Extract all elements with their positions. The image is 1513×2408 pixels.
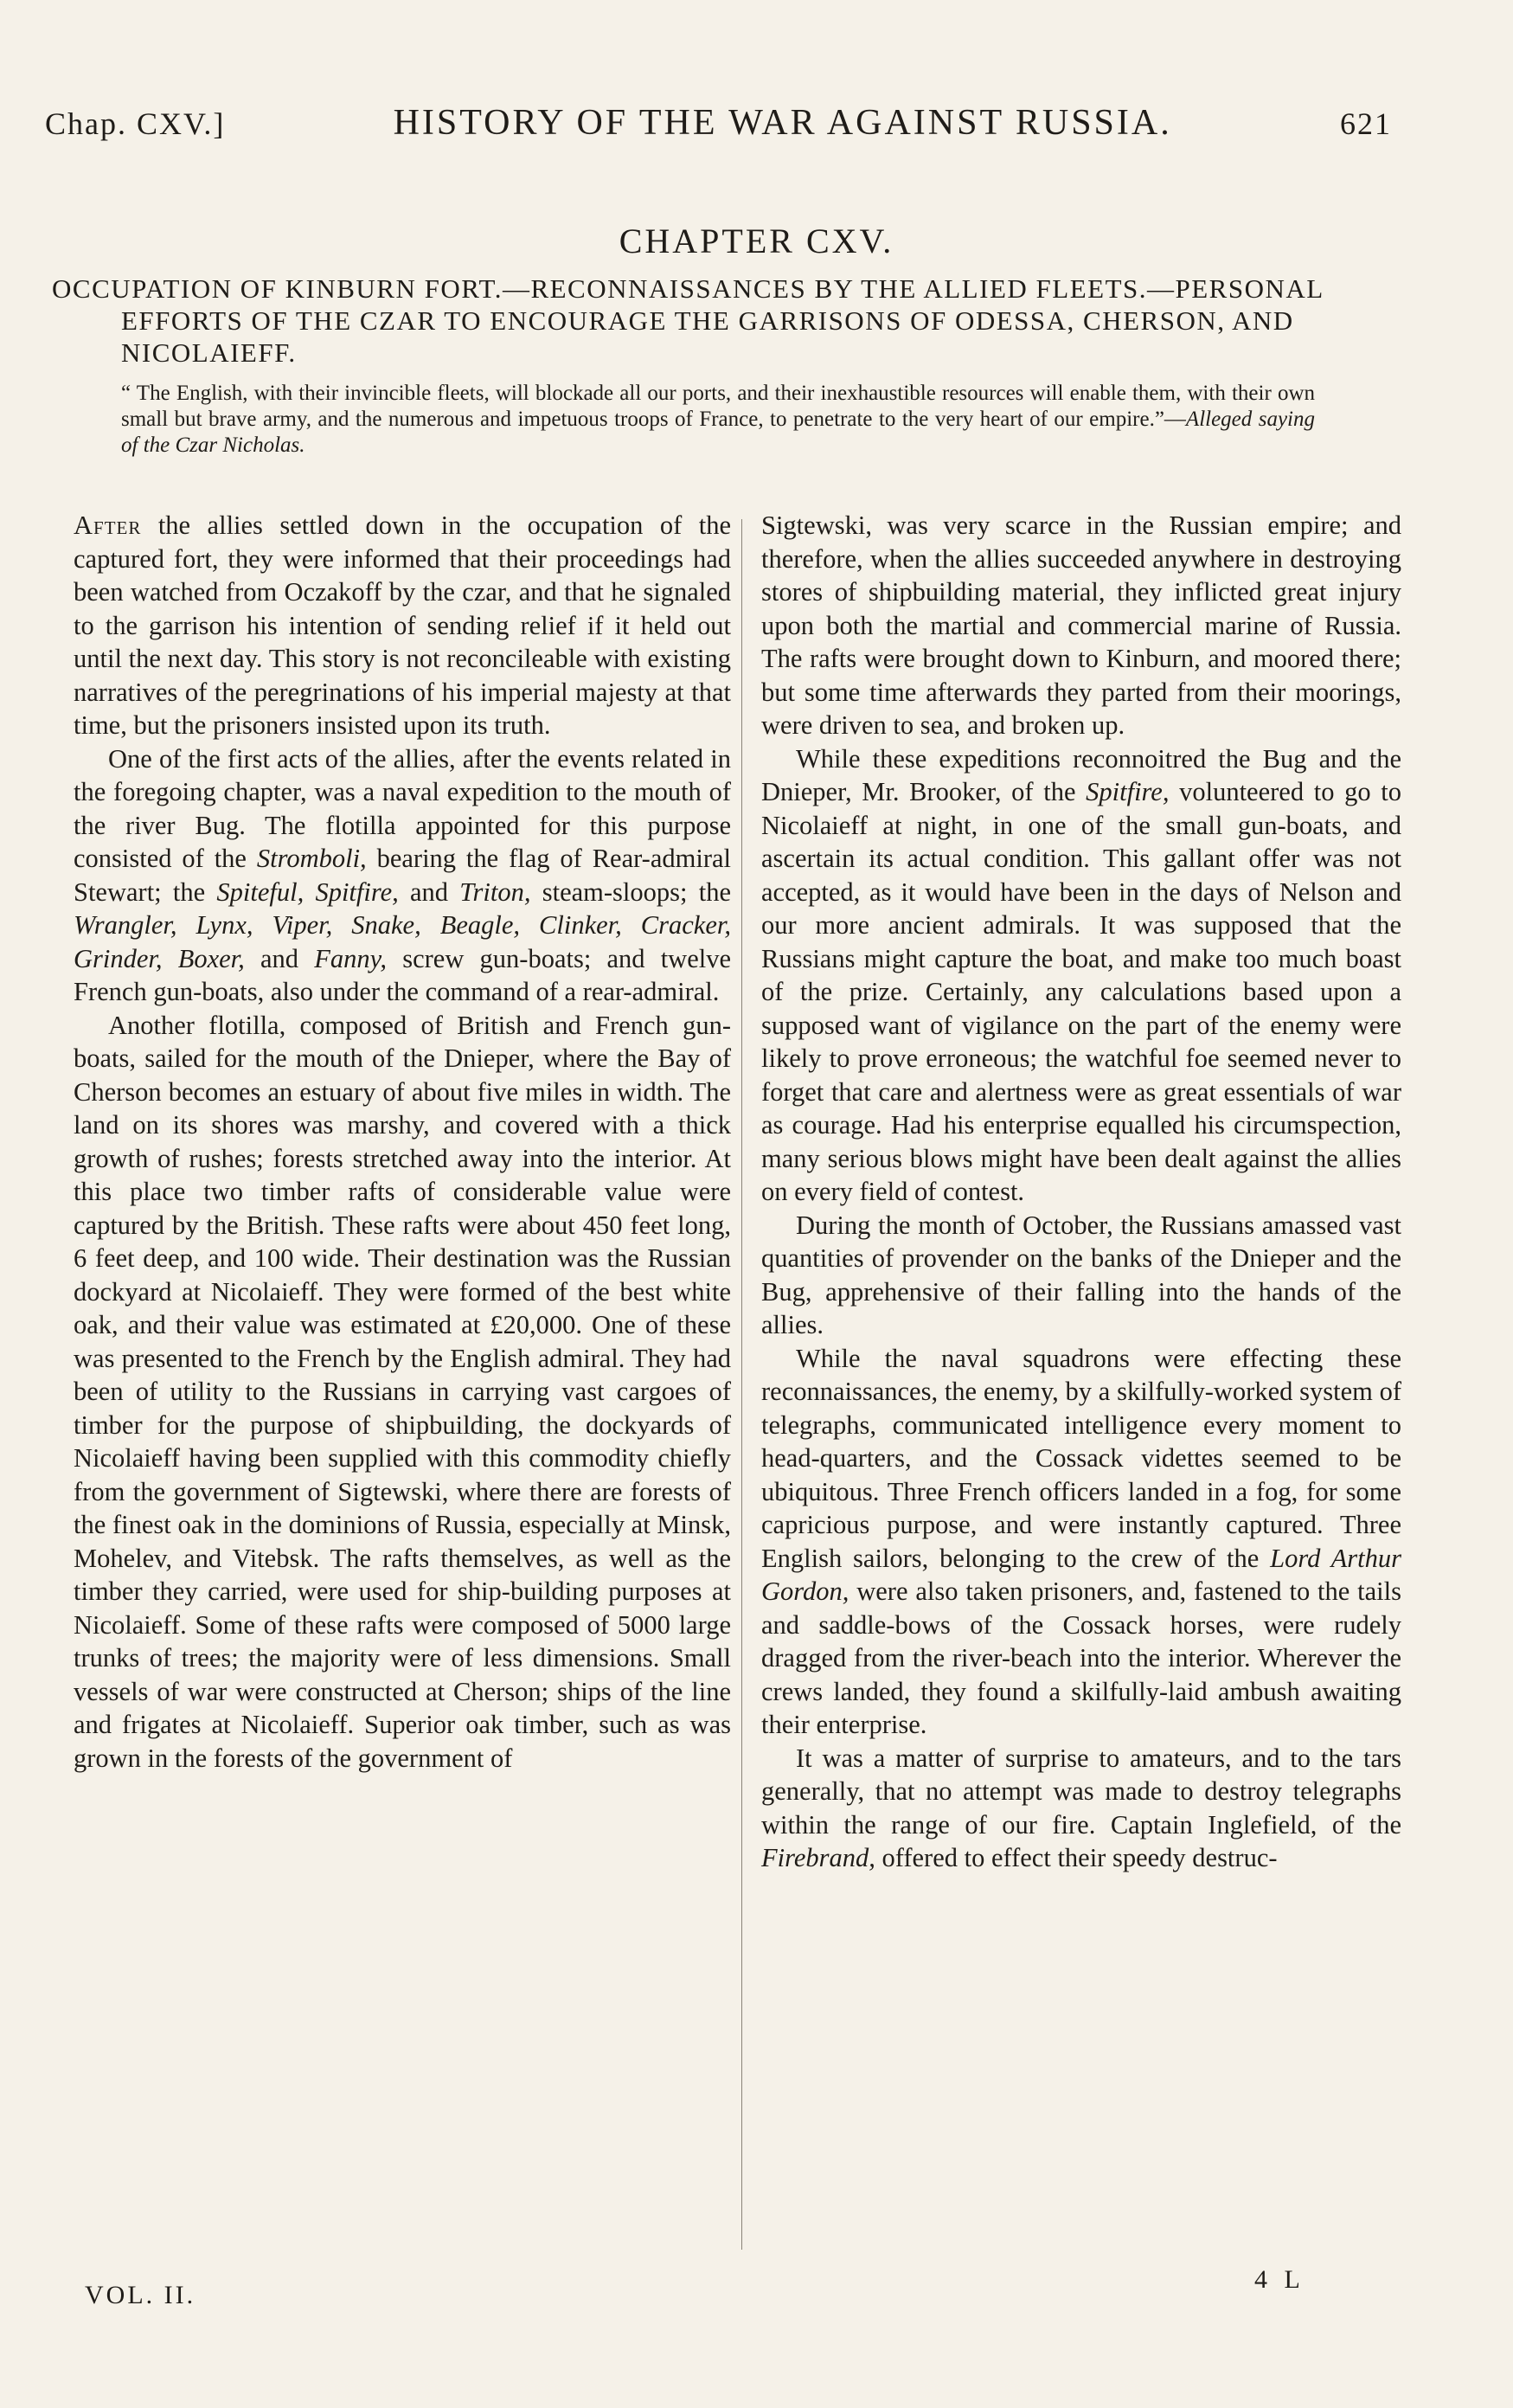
left-column xyxy=(74,509,731,1775)
right-column xyxy=(761,509,1401,1875)
paragraph-text: steam-sloops; the xyxy=(530,877,731,907)
ship-name: Spiteful, Spitfire, xyxy=(216,877,399,907)
epigraph-text: “ The English, with their invincible fleets, will blockade all our ports, and their inexhaustible resources will enable them, with their own small but brave army, and the numerous and impetuous troops of France, to penetrate to the very heart of our empire.”— xyxy=(121,382,1315,431)
signature-mark: 4 L xyxy=(1254,2265,1305,2294)
paragraph-text: and xyxy=(398,877,460,907)
paragraph-text: offered to effect their speedy destruc- xyxy=(875,1843,1278,1872)
ship-name: Fanny, xyxy=(314,943,388,973)
paragraph xyxy=(761,742,1401,1209)
paragraph-text: While the naval squadrons were effecting these reconnaissances, the enemy, by a skilfully-worked system of telegraphs, communicated intelligence every moment to head-quarters, and the Cossack videttes seemed to be ubiquitous. Three French officers landed in a fog, for some capricious purpose, and were instantly captured. Three English sailors, belonging to the crew of the xyxy=(761,1343,1401,1573)
ship-name: Lord Arthur Gordon, xyxy=(761,1543,1401,1606)
summary-line: EFFORTS OF THE CZAR TO ENCOURAGE THE GARRISONS OF ODESSA, CHERSON, AND xyxy=(121,305,1294,336)
paragraph-text: were also taken prisoners, and, fastened to the tails and saddle-bows of the Cossack horses, were rudely dragged from the river-beach into the interior. Wherever the crews landed, they found a skilfully-laid ambush awaiting their enterprise. xyxy=(761,1576,1401,1739)
paragraph-text: One of the first acts of the allies, after the events related in the foregoing chapter, was a naval expedition to the mouth of the river Bug. The flotilla appointed for this purpose consisted of the xyxy=(74,743,731,873)
volume-label: VOL. II. xyxy=(85,2281,196,2309)
book-title: HISTORY OF THE WAR AGAINST RUSSIA. xyxy=(393,103,1172,143)
ship-name: Wrangler, Lynx, Viper, Snake, Beagle, Clinker, Cracker, Grinder, Boxer, xyxy=(74,910,731,973)
running-head xyxy=(45,102,1392,144)
ship-name: Stromboli, xyxy=(256,844,367,873)
column-divider xyxy=(741,519,742,2250)
paragraph-text: It was a matter of surprise to amateurs, and to the tars generally, that no attempt was made to destroy telegraphs within the range of our fire. Captain Inglefield, of the xyxy=(761,1743,1401,1840)
epigraph xyxy=(121,381,1315,459)
opening-word: After xyxy=(74,510,142,540)
paragraph-text: the allies settled down in the occupation of the captured fort, they were informed that their proceedings had been watched from Oczakoff by the czar, and that he signaled to the garrison his intention of sending relief if it held out until the next day. This story is not reconcileable with existing narratives of the peregrinations of his imperial majesty at that time, but the prisoners insisted upon its truth. xyxy=(74,510,731,740)
ship-name: Spitfire, xyxy=(1086,777,1170,806)
summary-line: NICOLAIEFF. xyxy=(121,337,297,368)
paragraph: During the month of October, the Russians amassed vast quantities of provender on the banks of the Dnieper and the Bug, apprehensive of their falling into the hands of the allies. xyxy=(761,1210,1401,1339)
paragraph xyxy=(761,1342,1401,1742)
paragraph: Sigtewski, was very scarce in the Russian empire; and therefore, when the allies succeeded anywhere in destroying stores of shipbuilding material, they inflicted great injury upon both the martial and commercial marine of Russia. The rafts were brought down to Kinburn, and moored there; but some time afterwards they parted from their moorings, were driven to sea, and broken up. xyxy=(761,510,1401,740)
chapter-label: Chap. CXV.] xyxy=(45,106,226,141)
summary-line: OCCUPATION OF KINBURN FORT.—RECONNAISSANCES BY THE ALLIED FLEETS.—PERSONAL xyxy=(52,273,1324,304)
paragraph-text: screw gun-boats; and twelve French gun-boats, also under the command of a rear-admiral. xyxy=(74,943,732,1006)
chapter-heading: CHAPTER CXV. xyxy=(619,222,894,260)
chapter-summary xyxy=(52,273,1427,369)
paragraph-text: and xyxy=(244,943,315,973)
paragraph xyxy=(761,1742,1401,1875)
ship-name: Firebrand, xyxy=(761,1843,875,1872)
ship-name: Triton, xyxy=(459,877,531,907)
paragraph: Another flotilla, composed of British and French gun-boats, sailed for the mouth of the Dnieper, where the Bay of Cherson becomes an estuary of about five miles in width. The land on its shores was marshy, and covered with a thick growth of rushes; forests stretched away into the interior. At this place two timber rafts of considerable value were captured by the British. These rafts were about 450 feet long, 6 feet deep, and 100 wide. Their destination was the Russian dockyard at Nicolaieff. They were formed of the best white oak, and their value was estimated at £20,000. One of these was presented to the French by the English admiral. They had been of utility to the Russians in carrying vast cargoes of timber for the purpose of shipbuilding, the dockyards of Nicolaieff having been supplied with this commodity chiefly from the government of Sigtewski, where there are forests of the finest oak in the dominions of Russia, especially at Minsk, Mohelev, and Vitebsk. The rafts themselves, as well as the timber they carried, were used for ship-building purposes at Nicolaieff. Some of these rafts were composed of 5000 large trunks of trees; the majority were of less dimensions. Small vessels of war were constructed at Cherson; ships of the line and frigates at Nicolaieff. Superior oak timber, such as was grown in the forests of the government of xyxy=(74,1010,731,1773)
paragraph-text: bearing the flag of Rear-admiral Stewart; the xyxy=(74,844,731,907)
paragraph xyxy=(74,509,731,742)
paragraph-text: While these expeditions reconnoitred the Bug and the Dnieper, Mr. Brooker, of the xyxy=(761,743,1401,806)
epigraph-attribution: Alleged saying of the Czar Nicholas. xyxy=(121,408,1315,457)
page-number: 621 xyxy=(1339,106,1392,141)
paragraph xyxy=(74,742,731,1009)
paragraph-text: volunteered to go to Nicolaieff at night, in one of the small gun-boats, and ascertain its actual condition. This gallant offer was not accepted, as it would have been in the days of Nelson and our more ancient admirals. It was supposed that the Russians might capture the boat, and make too much boast of the prize. Certainly, any calculations based upon a supposed want of vigilance on the part of the enemy were likely to prove erroneous; the watchful foe seemed never to forget that care and alertness were as great essentials of war as courage. Had his enterprise equalled his circumspection, many serious blows might have been dealt against the allies on every field of contest. xyxy=(761,777,1401,1206)
